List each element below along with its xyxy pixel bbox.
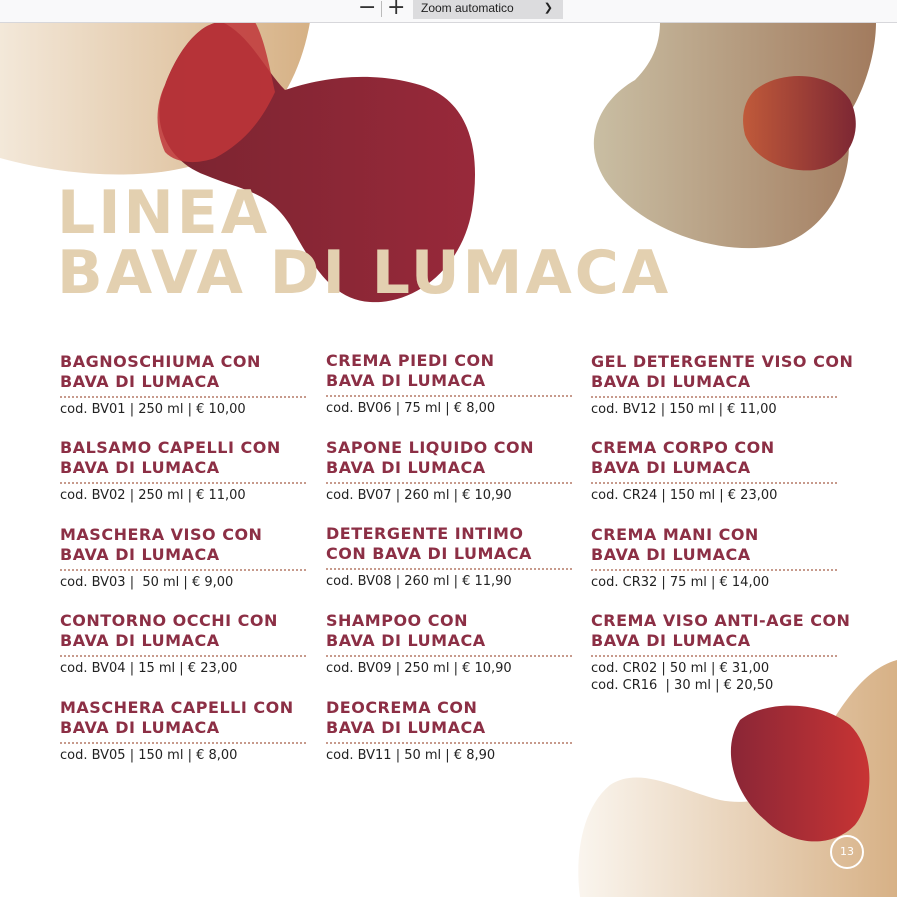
- product-name-line1: SAPONE LIQUIDO CON: [326, 438, 535, 457]
- product-name-line1: MASCHERA VISO CON: [60, 525, 263, 544]
- product-code: cod. BV05 | 150 ml | € 8,00: [60, 748, 238, 763]
- zoom-select[interactable]: [413, 0, 563, 19]
- product-name-line2: BAVA DI LUMACA: [60, 372, 220, 391]
- product-item: [326, 611, 572, 677]
- product-name-line1: DETERGENTE INTIMO: [326, 524, 524, 543]
- product-name-line2: BAVA DI LUMACA: [591, 458, 751, 477]
- product-code: cod. BV08 | 260 ml | € 11,90: [326, 574, 512, 589]
- product-name-line1: GEL DETERGENTE VISO CON: [591, 352, 854, 371]
- product-name-line2: BAVA DI LUMACA: [60, 631, 220, 650]
- chevron-down-icon: ❯: [543, 2, 553, 14]
- product-name: [326, 438, 572, 484]
- product-name: [326, 698, 572, 744]
- product-item: [326, 524, 572, 590]
- product-name-line2: BAVA DI LUMACA: [326, 718, 486, 737]
- product-item: [591, 438, 837, 504]
- zoom-out-button[interactable]: −: [358, 0, 377, 20]
- product-name-line1: CREMA VISO ANTI-AGE CON: [591, 611, 851, 630]
- product-item: [60, 525, 306, 591]
- product-name-line2: CON BAVA DI LUMACA: [326, 544, 532, 563]
- product-item: [60, 698, 306, 764]
- product-name: [326, 351, 572, 397]
- product-item: [60, 352, 306, 418]
- product-name: [60, 611, 306, 657]
- product-name-line2: BAVA DI LUMACA: [591, 372, 751, 391]
- product-name-line2: BAVA DI LUMACA: [326, 631, 486, 650]
- product-name-line1: CREMA PIEDI CON: [326, 351, 495, 370]
- product-name: [326, 524, 572, 570]
- product-name: [60, 525, 306, 571]
- product-name-line2: BAVA DI LUMACA: [60, 545, 220, 564]
- product-item: [326, 438, 572, 504]
- zoom-in-button[interactable]: +: [387, 0, 406, 20]
- product-name: [591, 438, 837, 484]
- product-name-line2: BAVA DI LUMACA: [591, 631, 751, 650]
- product-item: [60, 438, 306, 504]
- product-name-line2: BAVA DI LUMACA: [60, 718, 220, 737]
- product-item: [326, 698, 572, 764]
- product-item: [326, 351, 572, 417]
- product-code: cod. BV07 | 260 ml | € 10,90: [326, 488, 512, 503]
- product-item: [591, 352, 854, 418]
- product-name-line2: BAVA DI LUMACA: [591, 545, 751, 564]
- product-name-line1: DEOCREMA CON: [326, 698, 478, 717]
- product-code: cod. BV09 | 250 ml | € 10,90: [326, 661, 512, 676]
- product-name-line2: BAVA DI LUMACA: [60, 458, 220, 477]
- product-code: cod. BV04 | 15 ml | € 23,00: [60, 661, 238, 676]
- page-number-badge: 13: [830, 835, 864, 869]
- product-code: cod. BV03 | 50 ml | € 9,00: [60, 575, 234, 590]
- product-name: [60, 438, 306, 484]
- product-code: cod. BV02 | 250 ml | € 11,00: [60, 488, 246, 503]
- product-name: [591, 611, 851, 657]
- product-name-line1: CREMA CORPO CON: [591, 438, 775, 457]
- product-name-line1: MASCHERA CAPELLI CON: [60, 698, 294, 717]
- product-name-line2: BAVA DI LUMACA: [326, 371, 486, 390]
- toolbar-divider: [381, 1, 382, 17]
- product-item: [591, 611, 851, 694]
- product-code: cod. BV11 | 50 ml | € 8,90: [326, 748, 496, 763]
- product-item: [591, 525, 837, 591]
- product-code: cod. CR32 | 75 ml | € 14,00: [591, 575, 770, 590]
- product-item: [60, 611, 306, 677]
- product-code-secondary: cod. CR16 | 30 ml | € 20,50: [591, 678, 774, 693]
- product-name: [60, 352, 306, 398]
- product-name-line1: SHAMPOO CON: [326, 611, 468, 630]
- page-title-line2: BAVA DI LUMACA: [57, 238, 672, 308]
- product-name-line1: BAGNOSCHIUMA CON: [60, 352, 261, 371]
- product-name-line2: BAVA DI LUMACA: [326, 458, 486, 477]
- product-code: cod. CR24 | 150 ml | € 23,00: [591, 488, 778, 503]
- product-code: cod. BV12 | 150 ml | € 11,00: [591, 402, 777, 417]
- product-name-line1: CREMA MANI CON: [591, 525, 759, 544]
- product-code: cod. BV01 | 250 ml | € 10,00: [60, 402, 246, 417]
- product-name: [60, 698, 306, 744]
- product-name: [326, 611, 572, 657]
- product-code: cod. CR02 | 50 ml | € 31,00: [591, 661, 770, 676]
- zoom-select-value: Zoom automatico: [421, 1, 514, 15]
- product-code: cod. BV06 | 75 ml | € 8,00: [326, 401, 496, 416]
- product-name-line1: BALSAMO CAPELLI CON: [60, 438, 281, 457]
- product-name: [591, 525, 837, 571]
- product-name: [591, 352, 854, 398]
- page-title-line1: LINEA: [57, 178, 271, 248]
- product-name-line1: CONTORNO OCCHI CON: [60, 611, 278, 630]
- pdf-viewer-toolbar: [0, 0, 897, 23]
